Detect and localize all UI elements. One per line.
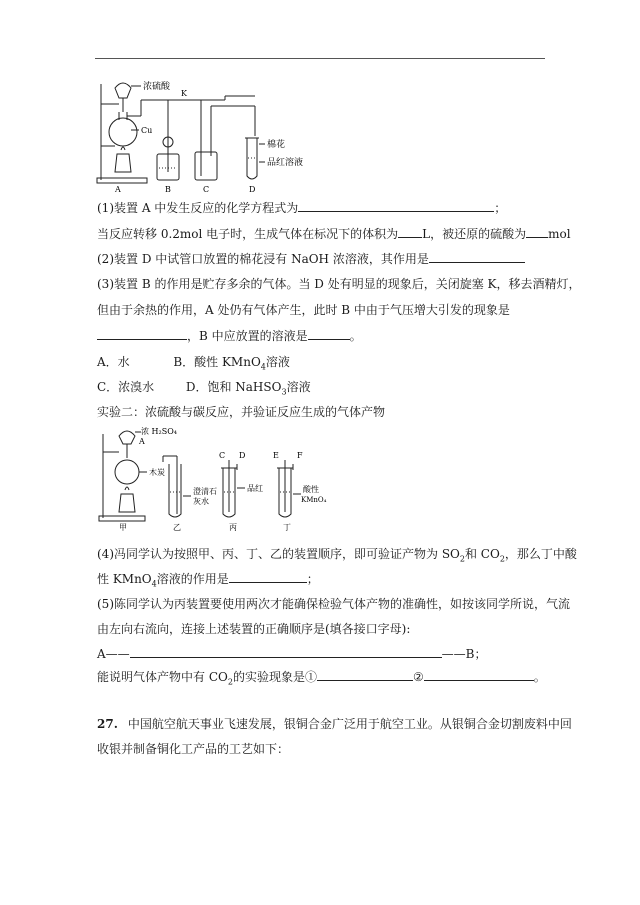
question-3-line-2: 但由于余热的作用，A 处仍有气体产生，此时 B 中由于气压增大引发的现象是 — [97, 303, 510, 317]
answer-blank[interactable] — [424, 669, 534, 681]
question-4-line-2: 性 KMnO$_4$溶液的作用是 ； — [97, 572, 319, 589]
svg-text:D: D — [239, 451, 246, 460]
svg-text:Cu: Cu — [141, 126, 153, 135]
svg-text:E: E — [273, 451, 279, 460]
svg-text:丙: 丙 — [229, 523, 237, 532]
svg-text:F: F — [297, 451, 303, 460]
svg-text:酸性: 酸性 — [303, 485, 319, 494]
svg-text:木炭: 木炭 — [149, 468, 165, 477]
svg-text:乙: 乙 — [173, 523, 181, 532]
apparatus-figure-1 — [95, 76, 395, 196]
options-row-1 — [97, 354, 290, 375]
answer-blank[interactable] — [97, 328, 187, 340]
svg-text:棉花: 棉花 — [267, 140, 286, 150]
question-5-line-4: 能说明气体产物中有 $CO_2$的实验现象是① ② 。 — [97, 670, 546, 687]
question-5-line-1: (5)陈同学认为丙装置要使用两次才能确保检验气体产物的准确性，如按该同学所说，气流 — [97, 597, 571, 611]
answer-blank[interactable] — [429, 251, 525, 263]
answer-blank[interactable] — [398, 226, 422, 238]
svg-text:丁: 丁 — [283, 523, 291, 532]
svg-text:品红: 品红 — [247, 484, 263, 493]
svg-text:澄清石: 澄清石 — [193, 487, 217, 496]
option-b: B．酸性 KMnO$_4$溶液 — [173, 355, 290, 372]
question-1-line-2: 当反应转移 0.2mol 电子时，生成气体在标况下的体积为 L，被还原的硫酸为 mol — [97, 227, 571, 241]
question-3-line-1: (3)装置 B 的作用是贮存多余的气体。当 D 处有明显的现象后，关闭旋塞 K，移去酒精灯， — [97, 277, 581, 291]
svg-text:A: A — [139, 437, 145, 446]
answer-blank[interactable] — [317, 669, 413, 681]
svg-text:浓 H₂SO₄: 浓 H₂SO₄ — [141, 427, 177, 436]
svg-text:浓硫酸: 浓硫酸 — [143, 82, 171, 92]
svg-text:A: A — [115, 185, 121, 194]
question-27-line-2: 收银并制备铜化工产品的工艺如下： — [97, 742, 290, 756]
header-rule — [95, 58, 545, 59]
svg-text:C: C — [203, 185, 210, 194]
experiment-2-title: 实验二：浓硫酸与碳反应，并验证反应生成的气体产物 — [97, 405, 386, 419]
option-a: A．水 — [97, 355, 130, 369]
svg-text:B: B — [165, 185, 171, 194]
svg-text:品红溶液: 品红溶液 — [267, 158, 304, 168]
question-2: (2)装置 D 中试管口放置的棉花浸有 NaOH 浓溶液，其作用是 — [97, 251, 525, 267]
answer-blank[interactable] — [526, 226, 548, 238]
svg-text:D: D — [249, 185, 256, 194]
question-27-line-1: 27. 中国航空航天事业飞速发展，银铜合金广泛用于航空工业。从银铜合金切割废料中回 — [97, 717, 572, 731]
apparatus-figure-2 — [95, 422, 355, 534]
option-c: C．浓溴水 — [97, 380, 155, 394]
options-row-2 — [97, 379, 311, 400]
svg-text:K: K — [181, 89, 187, 98]
question-1-line-1: (1)装置 A 中发生反应的化学方程式为 ； — [97, 201, 507, 215]
question-5-line-2: 由左向右流向，连接上述装置的正确顺序是(填各接口字母): — [97, 622, 411, 636]
question-4-line-1: (4)冯同学认为按照甲、丙、丁、乙的装置顺序，即可验证产物为 $SO_2$和 $CO_2$，那么丁中酸 — [97, 547, 577, 564]
svg-text:C: C — [219, 451, 226, 460]
answer-blank[interactable] — [308, 328, 350, 340]
answer-blank[interactable] — [229, 571, 307, 583]
answer-blank[interactable] — [130, 646, 442, 658]
option-d: D．饱和 NaHSO$_3$溶液 — [185, 380, 311, 397]
answer-blank[interactable] — [298, 200, 494, 212]
svg-text:KMnO₄: KMnO₄ — [301, 496, 327, 504]
question-5-line-3: A—— ——B； — [97, 647, 487, 661]
svg-text:灰水: 灰水 — [193, 497, 209, 506]
svg-text:甲: 甲 — [119, 523, 127, 532]
question-3-line-3: ，B 中应放置的溶液是 。 — [97, 328, 362, 344]
